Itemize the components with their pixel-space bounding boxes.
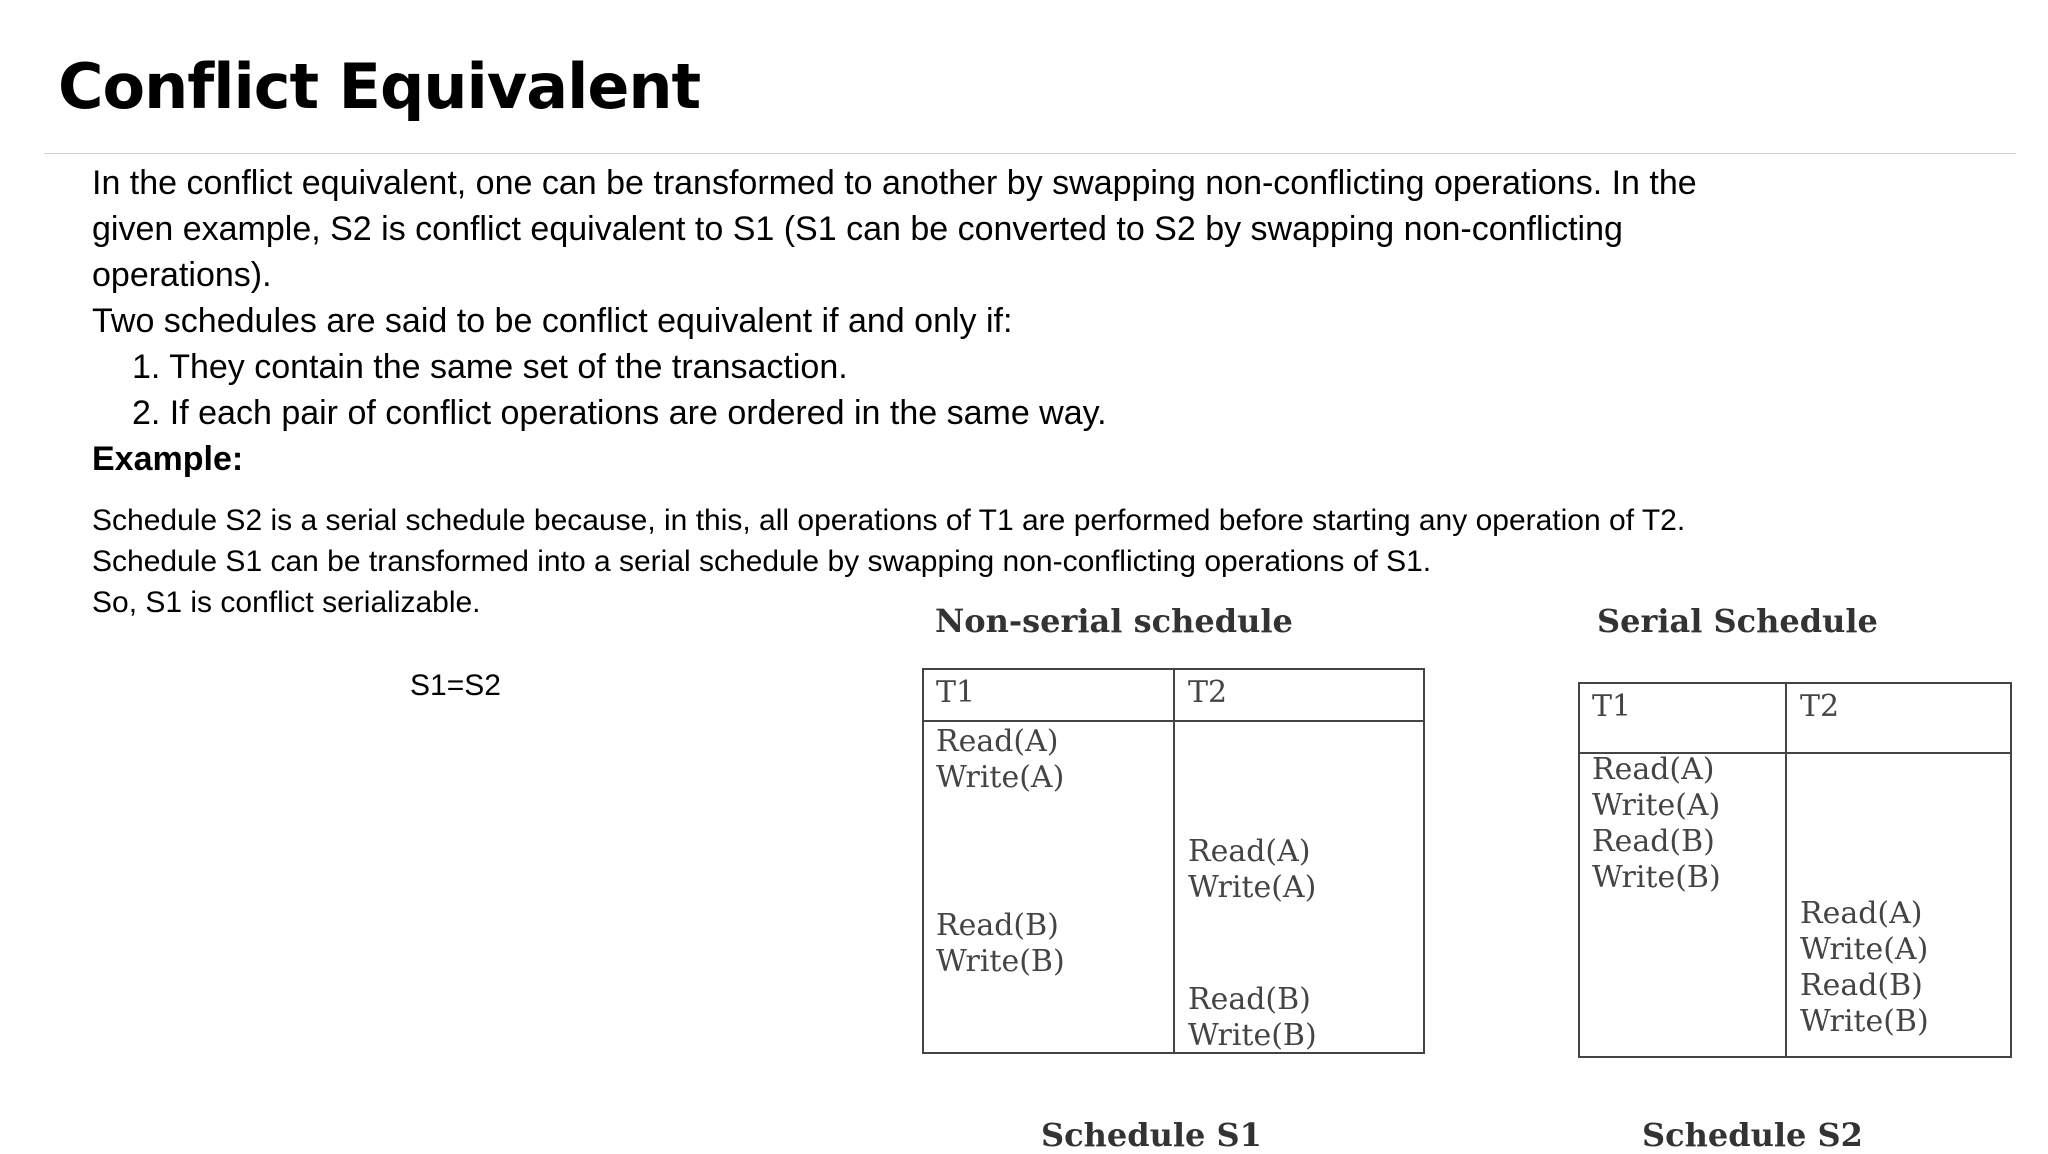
condition-item: 1. They contain the same set of the transaction. <box>132 348 848 386</box>
operation: Write(B) <box>1800 1004 1929 1039</box>
column-divider <box>1173 670 1175 1052</box>
note-line: Schedule S1 can be transformed into a serial schedule by swapping non-conflicting operations of S1. <box>92 545 1432 578</box>
note-line: Schedule S2 is a serial schedule because, in this, all operations of T1 are performed before starting any operation of T2. <box>92 504 1686 537</box>
operation: Write(A) <box>1592 788 1721 823</box>
schedule-s1-caption: Schedule S1 <box>1041 1116 1262 1154</box>
column-header-t1: T1 <box>1592 689 1632 724</box>
header-divider <box>924 720 1423 722</box>
operation: Read(B) <box>1592 824 1715 859</box>
operation: Read(A) <box>936 724 1059 759</box>
slide-title: Conflict Equivalent <box>58 50 701 123</box>
schedule-s2-caption: Schedule S2 <box>1642 1116 1863 1154</box>
column-header-t1: T1 <box>936 675 976 710</box>
intro-line: Two schedules are said to be conflict equivalent if and only if: <box>92 302 1013 340</box>
operation: Write(A) <box>936 760 1065 795</box>
equivalence-statement: S1=S2 <box>410 669 501 702</box>
operation: Write(B) <box>1592 860 1721 895</box>
operation: Write(B) <box>1188 1018 1317 1053</box>
note-line: So, S1 is conflict serializable. <box>92 586 481 619</box>
intro-line: operations). <box>92 256 272 294</box>
title-divider <box>44 153 2016 154</box>
example-label: Example: <box>92 440 244 478</box>
operation: Write(B) <box>936 944 1065 979</box>
operation: Read(A) <box>1188 834 1311 869</box>
column-header-t2: T2 <box>1188 675 1228 710</box>
serial-heading: Serial Schedule <box>1597 602 1878 640</box>
schedule-s2-table <box>1578 682 2012 1058</box>
intro-paragraph <box>92 160 1912 344</box>
schedule-s1-table <box>922 668 1425 1054</box>
non-serial-heading: Non-serial schedule <box>935 602 1293 640</box>
operation: Write(A) <box>1800 932 1929 967</box>
column-divider <box>1785 684 1787 1056</box>
intro-line: given example, S2 is conflict equivalent to S1 (S1 can be converted to S2 by swapping non-conflicting <box>92 210 1623 248</box>
operation: Read(B) <box>1188 982 1311 1017</box>
operation: Read(A) <box>1592 752 1715 787</box>
intro-line: In the conflict equivalent, one can be transformed to another by swapping non-conflicting operations. In the <box>92 164 1697 202</box>
condition-item: 2. If each pair of conflict operations are ordered in the same way. <box>132 394 1107 432</box>
conditions-list <box>132 344 1107 436</box>
operation: Read(B) <box>1800 968 1923 1003</box>
column-header-t2: T2 <box>1800 689 1840 724</box>
operation: Read(B) <box>936 908 1059 943</box>
operation: Write(A) <box>1188 870 1317 905</box>
operation: Read(A) <box>1800 896 1923 931</box>
